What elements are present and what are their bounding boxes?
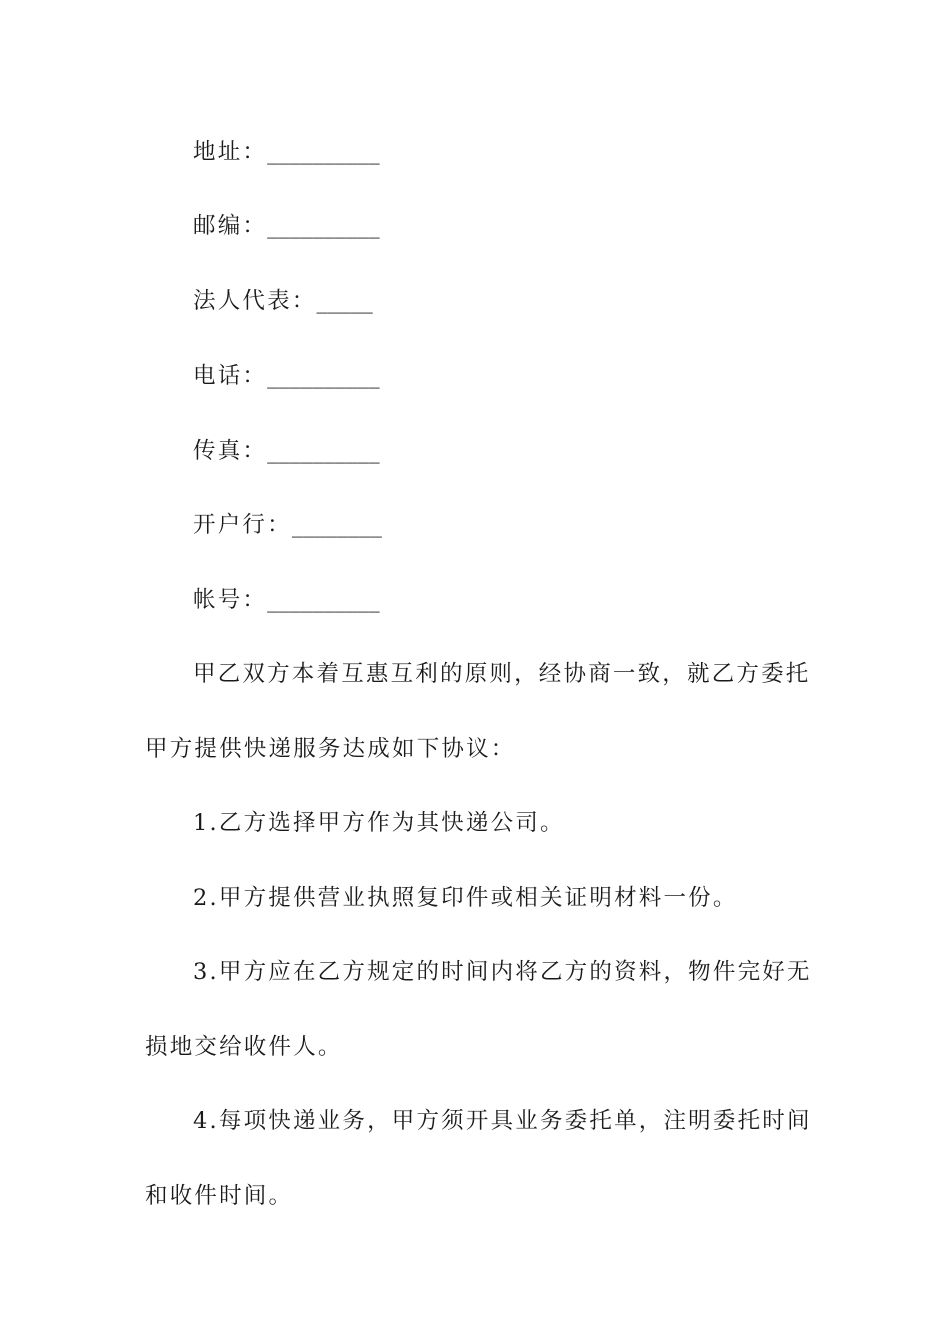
intro-paragraph-line-2: 甲方提供快递服务达成如下协议： [145, 736, 516, 762]
field-blank: _____ [316, 288, 373, 314]
field-blank: __________ [267, 438, 380, 464]
clause-4-line-1: 4.每项快递业务，甲方须开具业务委托单，注明委托时间 [193, 1108, 812, 1134]
field-label: 开户行： [193, 512, 292, 538]
clause-4-line-2: 和收件时间。 [145, 1183, 294, 1209]
field-label: 地址： [193, 139, 268, 165]
field-legal-representative [0, 286, 950, 316]
field-label: 传真： [193, 438, 268, 464]
field-fax [0, 436, 950, 466]
clause-3-line-1: 3.甲方应在乙方规定的时间内将乙方的资料，物件完好无 [193, 959, 812, 985]
field-blank: __________ [267, 213, 380, 239]
field-label: 电话： [193, 363, 268, 389]
field-blank: __________ [267, 139, 380, 165]
intro-paragraph-line-1: 甲乙双方本着互惠互利的原则，经协商一致，就乙方委托 [193, 661, 811, 687]
field-address [0, 137, 950, 167]
field-phone [0, 361, 950, 391]
field-blank: __________ [267, 363, 380, 389]
field-label: 法人代表： [193, 288, 317, 314]
clause-1: 1.乙方选择甲方作为其快递公司。 [193, 810, 565, 836]
field-label: 邮编： [193, 213, 268, 239]
clause-3-line-2: 损地交给收件人。 [145, 1034, 343, 1060]
field-postcode [0, 211, 950, 241]
field-account-number [0, 585, 950, 615]
field-label: 帐号： [193, 587, 268, 613]
field-bank [0, 510, 950, 540]
clause-2: 2.甲方提供营业执照复印件或相关证明材料一份。 [193, 885, 738, 911]
field-blank: __________ [267, 587, 380, 613]
field-blank: ________ [291, 512, 382, 538]
